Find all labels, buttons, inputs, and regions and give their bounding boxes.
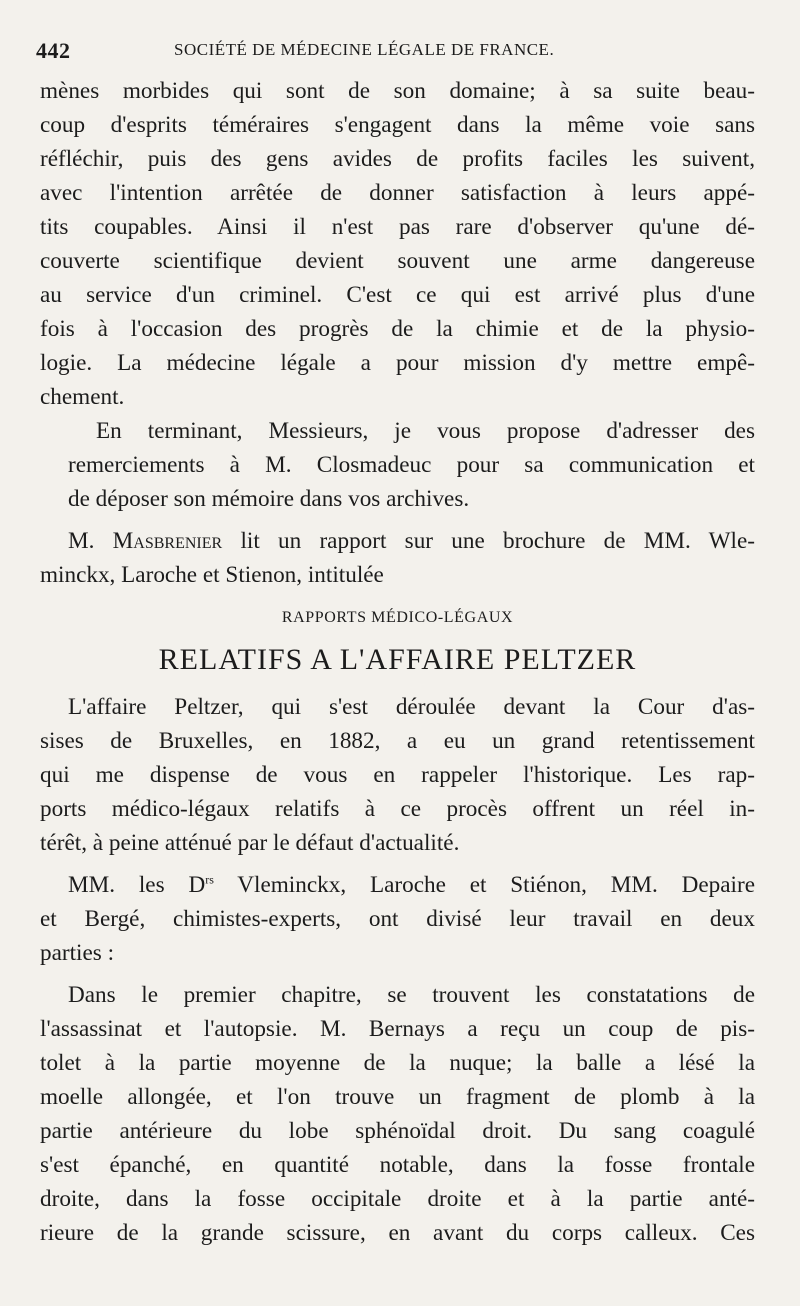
paragraph-continuation (40, 74, 755, 414)
text-line: droite, dans la fosse occipitale droite et à la partie anté- (40, 1186, 755, 1212)
paragraph-experts (40, 868, 755, 970)
text-line: tolet à la partie moyenne de la nuque; la balle a lésé la (40, 1050, 755, 1076)
text-line: avec l'intention arrêtée de donner satisfaction à leurs appé- (40, 180, 755, 206)
text-line: logie. La médecine légale a pour mission d'y mettre empê- (40, 350, 755, 376)
text-line: partie antérieure du lobe sphénoïdal droit. Du sang coagulé (40, 1118, 755, 1144)
page-body (40, 74, 755, 1250)
text-line: sises de Bruxelles, en 1882, a eu un grand retentissement (40, 728, 755, 754)
text-line: au service d'un criminel. C'est ce qui est arrivé plus d'une (40, 282, 755, 308)
text-line: tits coupables. Ainsi il n'est pas rare d'observer qu'une dé- (40, 214, 755, 240)
text-line: l'assassinat et l'autopsie. M. Bernays a reçu un coup de pis- (40, 1016, 755, 1042)
text-line: coup d'esprits téméraires s'engagent dans la même voie sans (40, 112, 755, 138)
page-header (36, 38, 760, 62)
text-fragment: lit un rapport sur une brochure de MM. Wle- (222, 528, 755, 554)
text-line: chement. (40, 384, 125, 410)
paragraph-conclusion (40, 414, 755, 516)
text-line: moelle allongée, et l'on trouve un fragment de plomb à la (40, 1084, 755, 1110)
text-line: réfléchir, puis des gens avides de profits faciles les suivent, (40, 146, 755, 172)
paragraph-affair (40, 690, 755, 860)
section-rubric: RAPPORTS MÉDICO-LÉGAUX (281, 609, 514, 626)
text-line: térêt, à peine atténué par le défaut d'actualité. (40, 830, 460, 856)
text-line: En terminant, Messieurs, je vous propose d'adresser des (96, 418, 755, 444)
text-line: couverte scientifique devient souvent une arme dangereuse (40, 248, 755, 274)
text-line: remerciements à M. Closmadeuc pour sa communication et (68, 452, 755, 478)
page-number: 442 (36, 38, 71, 63)
text-line: L'affaire Peltzer, qui s'est déroulée devant la Cour d'as- (68, 694, 755, 720)
paragraph-first-chapter (40, 978, 755, 1250)
text-line: fois à l'occasion des progrès de la chimie et de la physio- (40, 316, 755, 342)
text-line: ports médico-légaux relatifs à ce procès offrent un réel in- (40, 796, 755, 822)
text-line: rieure de la grande scissure, en avant du corps calleux. Ces (40, 1220, 755, 1246)
text-line: s'est épanché, en quantité notable, dans la fosse frontale (40, 1152, 755, 1178)
text-line: parties : (40, 940, 115, 966)
text-line: Dans le premier chapitre, se trouvent les constatations de (68, 982, 755, 1008)
text-line: de déposer son mémoire dans vos archives. (68, 486, 470, 512)
text-fragment: Vleminckx, Laroche et Stiénon, MM. Depaire (213, 872, 755, 898)
paragraph-report-intro (40, 524, 755, 592)
text-line: et Bergé, chimistes-experts, ont divisé leur travail en deux (40, 906, 755, 932)
section-title: RELATIFS A L'AFFAIRE PELTZER (158, 643, 637, 676)
superscript: rs (205, 872, 214, 887)
running-title: SOCIÉTÉ DE MÉDECINE LÉGALE DE FRANCE. (174, 40, 555, 59)
speaker-name: M. Masbrenier (68, 528, 223, 554)
text-fragment: MM. les D (68, 872, 206, 898)
text-line: qui me dispense de vous en rappeler l'historique. Les rap- (40, 762, 755, 788)
text-line: mènes morbides qui sont de son domaine; à sa suite beau- (40, 78, 755, 104)
text-line: minckx, Laroche et Stienon, intitulée (40, 562, 384, 588)
